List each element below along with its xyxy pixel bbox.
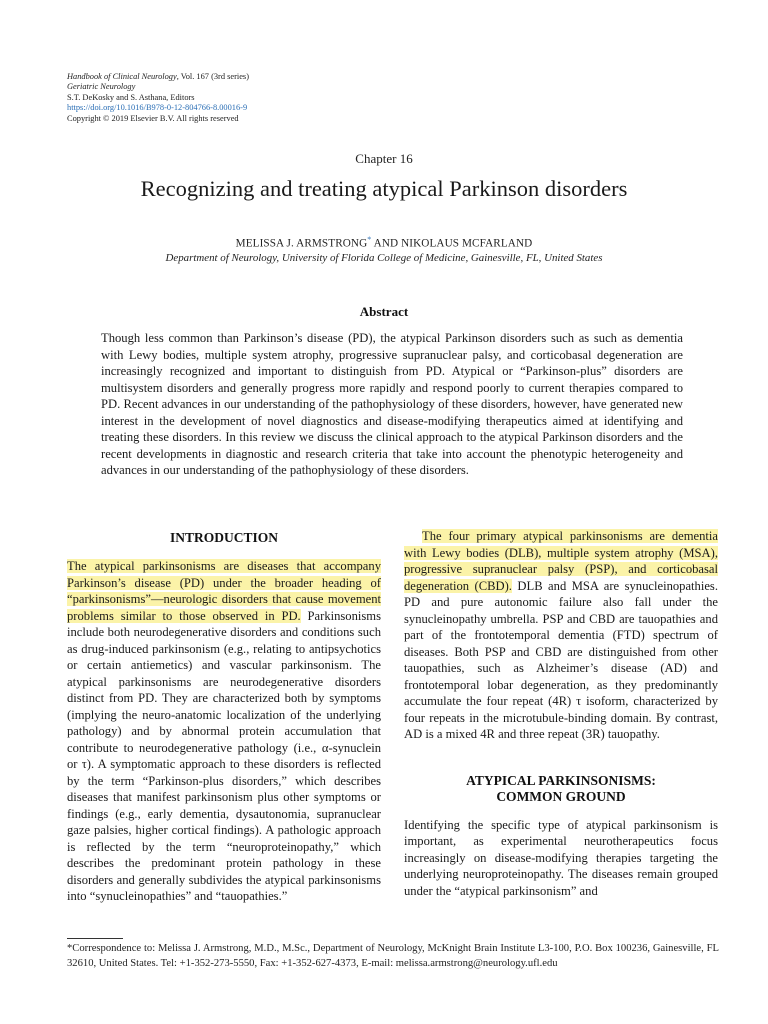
journal-line — [67, 72, 249, 82]
copyright: Copyright © 2019 Elsevier B.V. All rights reserved — [67, 113, 239, 123]
authors — [0, 235, 768, 250]
heading-line: ATYPICAL PARKINSONISMS: — [466, 772, 656, 788]
chapter-title: Recognizing and treating atypical Parkinson disorders — [140, 176, 628, 201]
atypical-parkinsonisms-paragraph — [404, 528, 718, 743]
heading-line: COMMON GROUND — [496, 788, 626, 804]
editors: S.T. DeKosky and S. Asthana, Editors — [67, 92, 195, 102]
introduction-paragraph — [67, 558, 381, 905]
affiliation: Department of Neurology, University of Florida College of Medicine, Gainesville, FL, United States — [165, 252, 603, 264]
paragraph-text: Parkinsonisms include both neurodegenerative disorders and conditions such as drug-induced parkinsonism (e.g., relating to antipsychotics or certain antiemetics) and vascular parkinsonism. The atypical parkinsonisms are neurodegenerative disorders distinct from PD. They are characterized both by symptoms (implying the neuro-anatomic localization of the underlying pathology) and by abnormal protein accumulation that contribute to neurodegenerative pathology (i.e., α-synuclein or τ). A symptomatic approach to these disorders is reflected by the term “Parkinson-plus disorders,” which describes diseases that manifest parkinsonism plus other symptoms or findings (e.g., early dementia, dysautonomia, supranuclear gaze palsies, higher cortical findings). A pathologic approach is reflected by the term “neuroproteinopathy,” which describes the predominant protein pathology in these disorders and generally subdivides the atypical parkinsonisms into “synucleinopathies” and “tauopathies.” — [67, 608, 382, 903]
highlighted-text: The four primary atypical parkinsonisms are dementia with Lewy bodies (DLB), multiple system atrophy (MSA), progressive supranuclear palsy (PSP), and corticobasal degeneration (CBD). — [404, 529, 718, 593]
correspondence-marker[interactable]: * — [367, 235, 372, 244]
common-ground-heading — [404, 773, 718, 805]
left-column — [67, 528, 381, 905]
abstract-text: Though less common than Parkinson’s disease (PD), the atypical Parkinson disorders such as such as dementia with Lewy bodies, multiple system atrophy, progressive supranuclear palsy, and corticobasal degeneration are increasingly recognized and important to distinguish from PD. Atypical or “Parkinson-plus” disorders are multisystem disorders and generally progress more rapidly and respond poorly to current therapies compared to PD. Recent advances in our understanding of the pathophysiology of these disorders, however, have generated new interest in the development of novel diagnostics and disease-modifying therapeutics aimed at identifying and treating these disorders. In this review we discuss the clinical approach to the atypical Parkinson disorders and the recent developments in diagnostic and research criteria that take into account the phenotypic heterogeneity and advances in our understanding of the pathophysiology of these disorders. — [101, 331, 683, 477]
volume-info: , Vol. 167 (3rd series) — [176, 72, 249, 81]
abstract-heading: Abstract — [359, 304, 409, 319]
series-name: Geriatric Neurology — [67, 82, 136, 92]
introduction-heading: INTRODUCTION — [169, 530, 278, 545]
common-ground-paragraph: Identifying the specific type of atypical parkinsonism is important, as experimental neurotherapeutics focus increasingly on disease-modifying therapies targeting the underlying neuroproteinopathy. The diseases remain grouped under the “atypical parkinsonism” and — [404, 817, 718, 898]
highlighted-text: The atypical parkinsonisms are diseases that accompany Parkinson’s disease (PD) under the broader heading of “parkinsonisms”—neurologic disorders that cause movement problems similar to those observed in PD. — [67, 559, 381, 623]
author-rest: AND NIKOLAUS MCFARLAND — [371, 237, 533, 250]
doi-link[interactable]: https://doi.org/10.1016/B978-0-12-804766-8.00016-9 — [67, 103, 248, 113]
author-first: MELISSA J. ARMSTRONG — [235, 237, 368, 250]
journal-name: Handbook of Clinical Neurology — [67, 72, 177, 81]
right-column — [404, 528, 718, 899]
correspondence-footnote: *Correspondence to: Melissa J. Armstrong, M.D., M.Sc., Department of Neurology, McKnight Brain Institute L3-100, P.O. Box 100236, Gainesville, FL 32610, United States. Tel: +1-352-273-5550, Fax: +1-352-627-4373, E-mail: melissa.armstrong@neurology.ufl.edu — [67, 943, 719, 969]
chapter-label: Chapter 16 — [355, 151, 413, 166]
publication-metadata — [67, 72, 249, 124]
paragraph-text: DLB and MSA are synucleinopathies. PD and pure autonomic failure also fall under the synucleinopathy umbrella. PSP and CBD are tauopathies and part of the frontotemporal dementia (FTD) spectrum of diseases. Both PSP and CBD are distinguished from other tauopathies, such as Alzheimer’s disease (AD) and frontotemporal lobar degeneration, as they predominantly accumulate the four repeat (4R) τ isoform, characterized by four repeats in the microtubule-binding domain. By contrast, AD is a mixed 4R and three repeat (3R) tauopathy. — [404, 578, 718, 741]
footnote-divider — [67, 938, 123, 939]
